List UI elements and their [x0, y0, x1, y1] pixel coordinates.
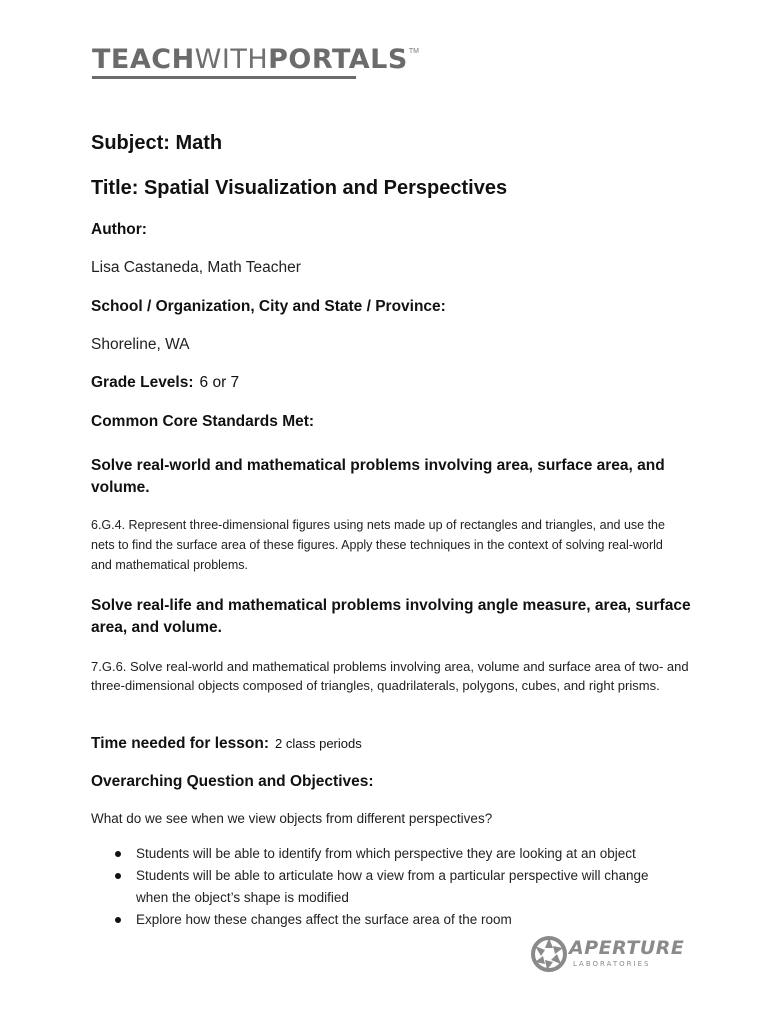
grade-value: 6 or 7: [199, 374, 240, 391]
aperture-subtitle: LABORATORIES: [573, 960, 651, 968]
logo-teach: TEACH: [92, 44, 195, 75]
list-item: [91, 909, 681, 931]
title-heading: Title: Spatial Visualization and Perspectives: [91, 177, 508, 199]
logo-with: WITH: [194, 44, 269, 75]
school-label: School / Organization, City and State / Province:: [91, 298, 446, 315]
logo-portals: PORTALS: [268, 44, 408, 75]
overarching-question: What do we see when we view objects from different perspectives?: [91, 811, 493, 826]
standard2-heading: Solve real-life and mathematical problems involving angle measure, area, surface area, and volume.: [91, 597, 691, 636]
time-line: [91, 733, 362, 755]
subject-heading: Subject: Math: [91, 132, 223, 154]
standard1-text: 6.G.4. Represent three-dimensional figures using nets made up of rectangles and triangles, and use the nets to find the surface area of these figures. Apply these techniques in the context of solving real-world and mathematical problems.: [91, 518, 665, 572]
objective-text: Students will be able to identify from which perspective they are looking at an object: [136, 846, 636, 861]
grade-label: Grade Levels:: [91, 374, 194, 391]
objective-text: Explore how these changes affect the surface area of the room: [136, 912, 512, 927]
list-item: [91, 865, 681, 909]
bullet-icon: [115, 917, 121, 923]
logo-trademark: TM: [408, 48, 419, 55]
standard2-text: 7.G.6. Solve real-world and mathematical problems involving area, volume and surface area of two- and three-dimensional objects composed of triangles, quadrilaterals, polygons, cubes, and right prisms.: [91, 659, 689, 693]
objectives-label: Overarching Question and Objectives:: [91, 773, 374, 790]
time-value: 2 class periods: [275, 736, 362, 751]
standard1-heading: Solve real-world and mathematical problems involving area, surface area, and volume.: [91, 457, 665, 496]
aperture-word: APERTURE: [569, 937, 685, 959]
standards-label: Common Core Standards Met:: [91, 413, 315, 430]
author-label: Author:: [91, 221, 147, 238]
author-value: Lisa Castaneda, Math Teacher: [91, 259, 301, 276]
aperture-icon: [531, 936, 567, 972]
bullet-icon: [115, 851, 121, 857]
objectives-list: [91, 843, 681, 931]
list-item: [91, 843, 681, 865]
school-value: Shoreline, WA: [91, 336, 190, 353]
bullet-icon: [115, 873, 121, 879]
logo-underline: [92, 76, 356, 79]
objective-text: Students will be able to articulate how a view from a particular perspective will change when the object’s shape is modified: [136, 868, 649, 905]
time-label: Time needed for lesson:: [91, 735, 270, 752]
teachwithportals-logo: [92, 44, 419, 78]
aperture-laboratories-logo: [531, 936, 685, 972]
grade-line: [91, 372, 239, 394]
